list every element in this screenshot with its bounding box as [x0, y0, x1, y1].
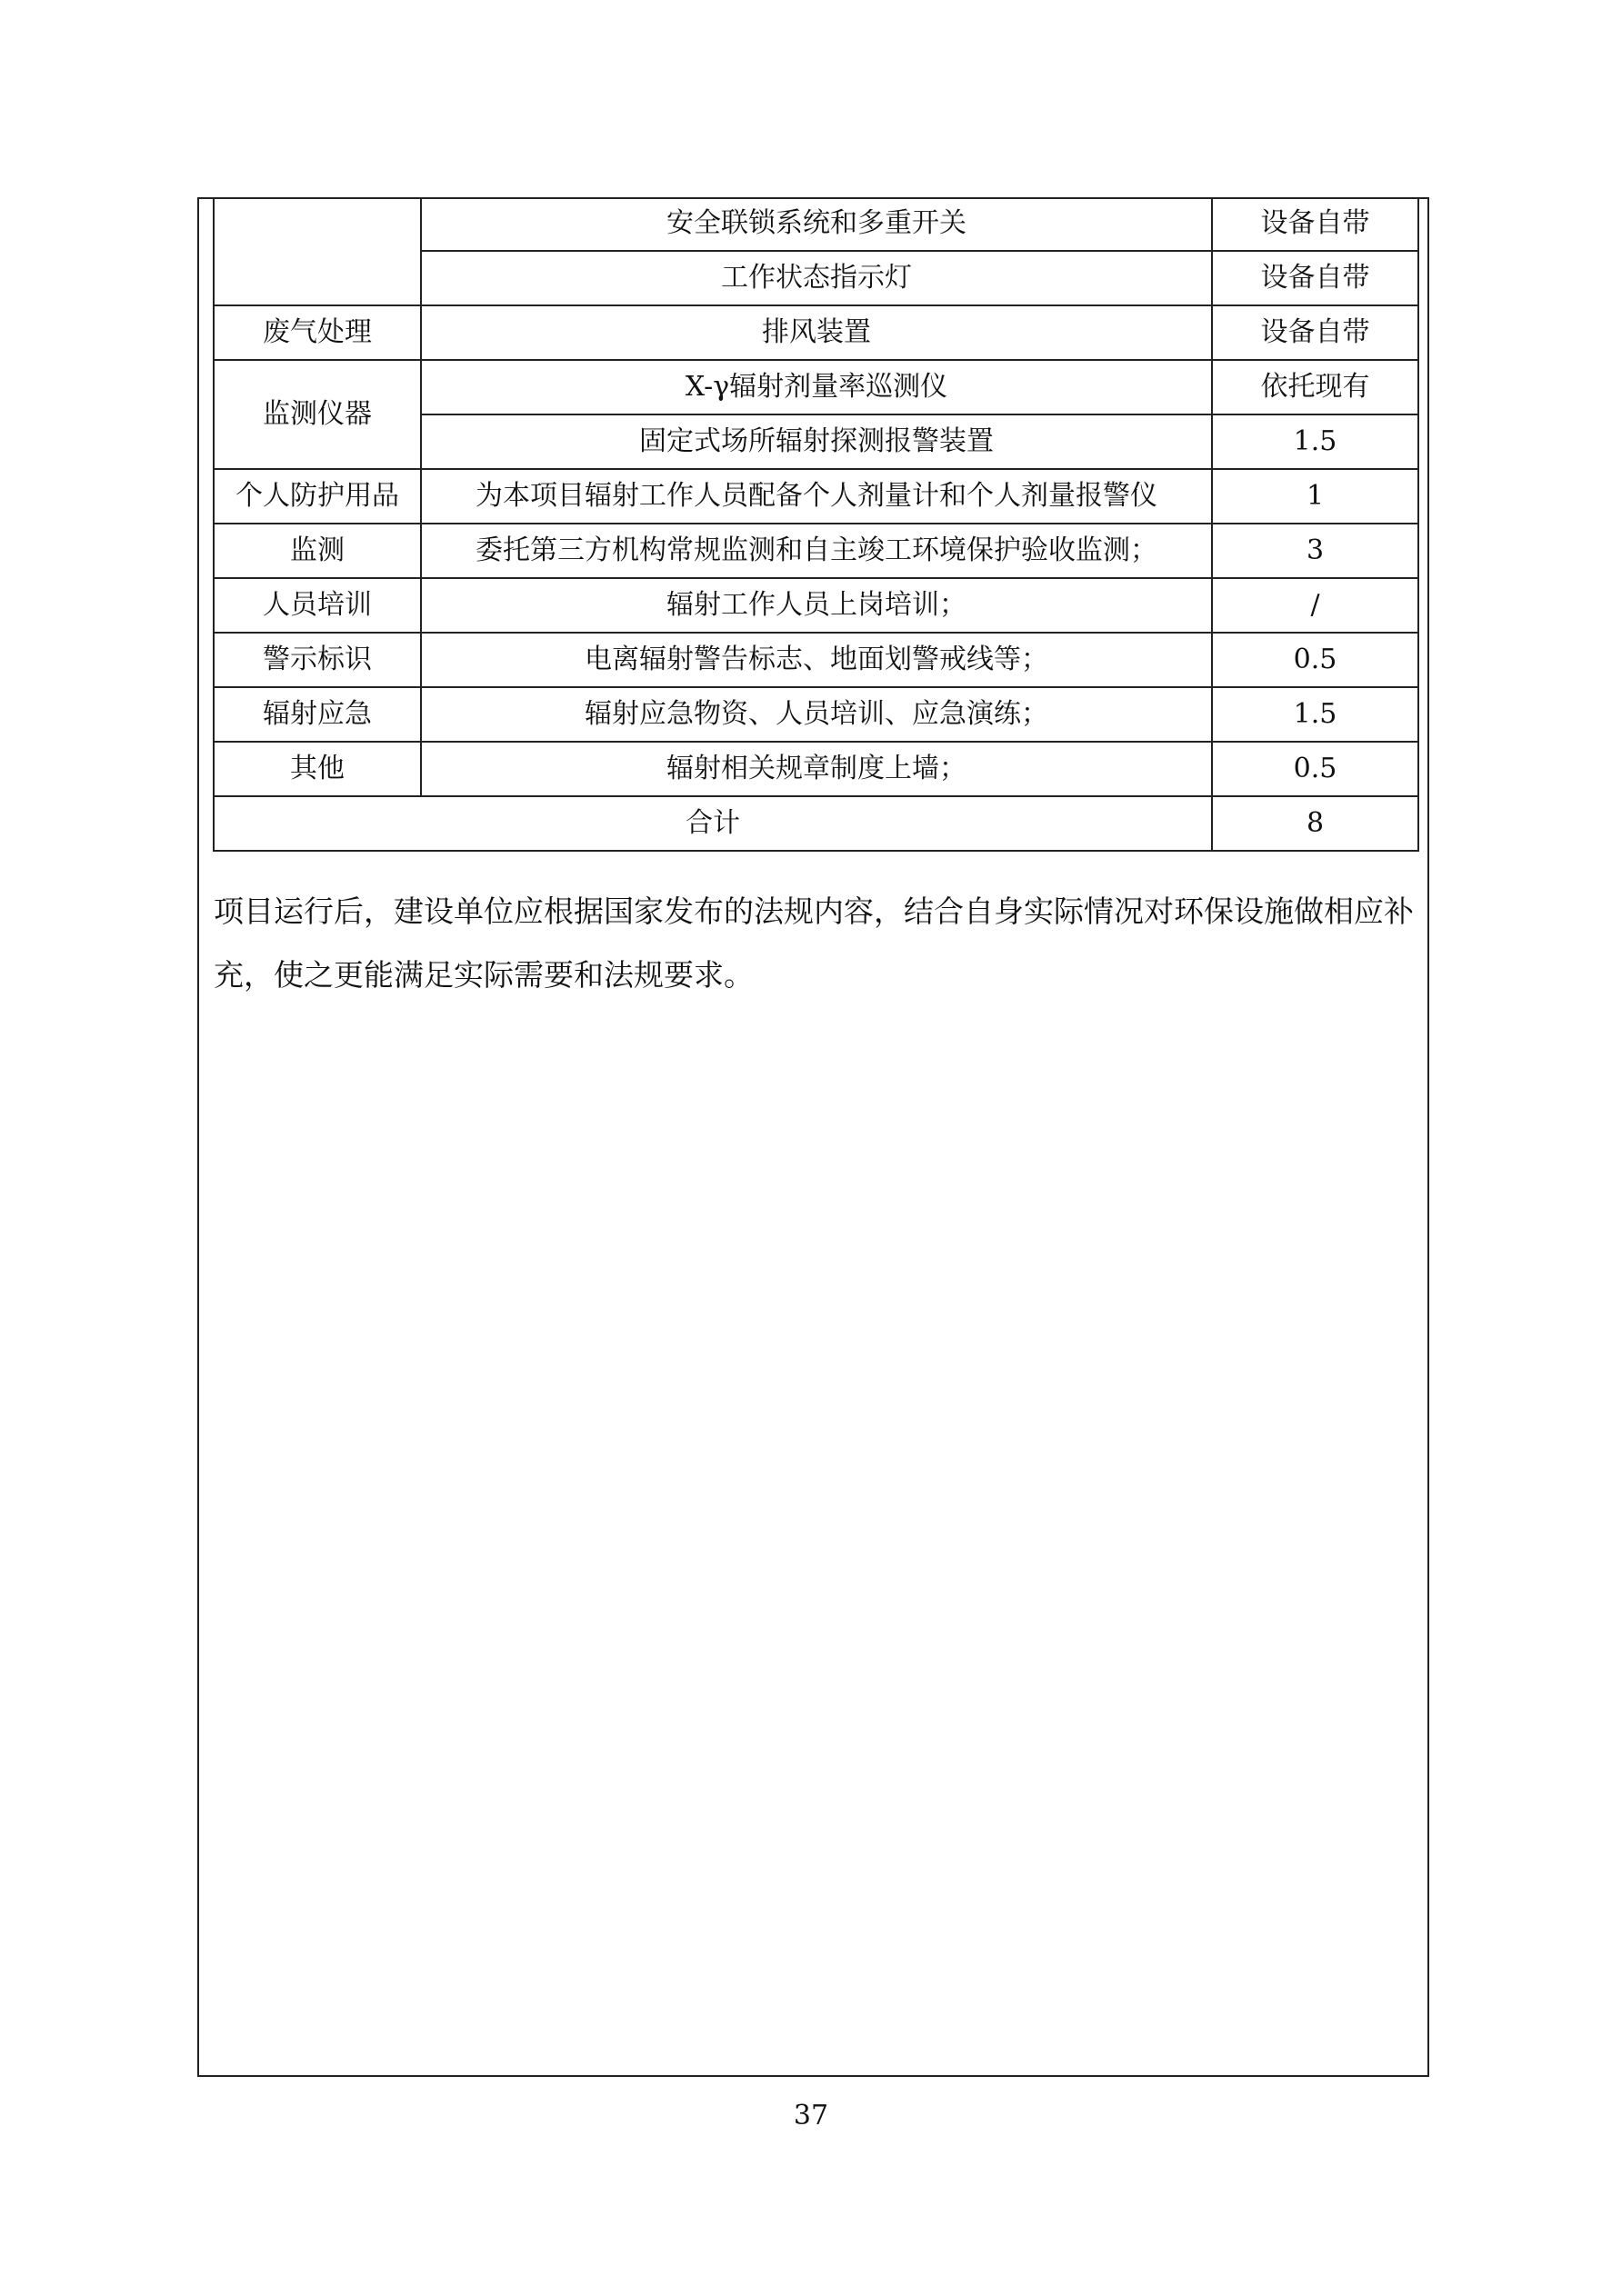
category-cell: 警示标识 — [214, 633, 421, 687]
amount-cell: 1.5 — [1212, 414, 1418, 469]
table-row — [214, 197, 1418, 251]
amount-cell: / — [1212, 578, 1418, 633]
amount-cell: 1 — [1212, 469, 1418, 524]
amount-cell: 0.5 — [1212, 633, 1418, 687]
category-cell: 辐射应急 — [214, 687, 421, 742]
total-amount: 8 — [1212, 796, 1418, 851]
table-row — [214, 305, 1418, 360]
measure-cell: 工作状态指示灯 — [421, 251, 1212, 305]
environmental-measures-table — [213, 197, 1419, 852]
category-cell: 监测仪器 — [214, 360, 421, 469]
table-row — [214, 469, 1418, 524]
measure-cell: 固定式场所辐射探测报警装置 — [421, 414, 1212, 469]
amount-cell: 依托现有 — [1212, 360, 1418, 414]
measure-cell: 辐射工作人员上岗培训； — [421, 578, 1212, 633]
measure-cell: 为本项目辐射工作人员配备个人剂量计和个人剂量报警仪 — [421, 469, 1212, 524]
table-row — [214, 524, 1418, 578]
category-cell: 个人防护用品 — [214, 469, 421, 524]
table-row — [214, 687, 1418, 742]
amount-cell: 1.5 — [1212, 687, 1418, 742]
category-cell: 人员培训 — [214, 578, 421, 633]
amount-cell: 设备自带 — [1212, 197, 1418, 251]
table-row — [214, 633, 1418, 687]
measure-cell: 辐射应急物资、人员培训、应急演练； — [421, 687, 1212, 742]
table-row — [214, 578, 1418, 633]
body-paragraph: 项目运行后，建设单位应根据国家发布的法规内容，结合自身实际情况对环保设施做相应补充，使之更能满足实际需要和法规要求。 — [214, 893, 1414, 993]
page-number: 37 — [793, 2100, 829, 2131]
measure-cell: 辐射相关规章制度上墙； — [421, 742, 1212, 796]
measure-cell: X-γ辐射剂量率巡测仪 — [421, 360, 1212, 414]
amount-cell: 设备自带 — [1212, 251, 1418, 305]
category-cell — [214, 197, 421, 305]
table-row — [214, 360, 1418, 414]
amount-cell: 3 — [1212, 524, 1418, 578]
amount-cell: 0.5 — [1212, 742, 1418, 796]
total-row — [214, 796, 1418, 851]
measure-cell: 委托第三方机构常规监测和自主竣工环境保护验收监测； — [421, 524, 1212, 578]
amount-cell: 设备自带 — [1212, 305, 1418, 360]
measure-cell: 电离辐射警告标志、地面划警戒线等； — [421, 633, 1212, 687]
category-cell: 废气处理 — [214, 305, 421, 360]
measure-cell: 排风装置 — [421, 305, 1212, 360]
category-cell: 其他 — [214, 742, 421, 796]
table-row — [214, 742, 1418, 796]
category-cell: 监测 — [214, 524, 421, 578]
measure-cell: 安全联锁系统和多重开关 — [421, 197, 1212, 251]
total-label: 合计 — [214, 796, 1212, 851]
